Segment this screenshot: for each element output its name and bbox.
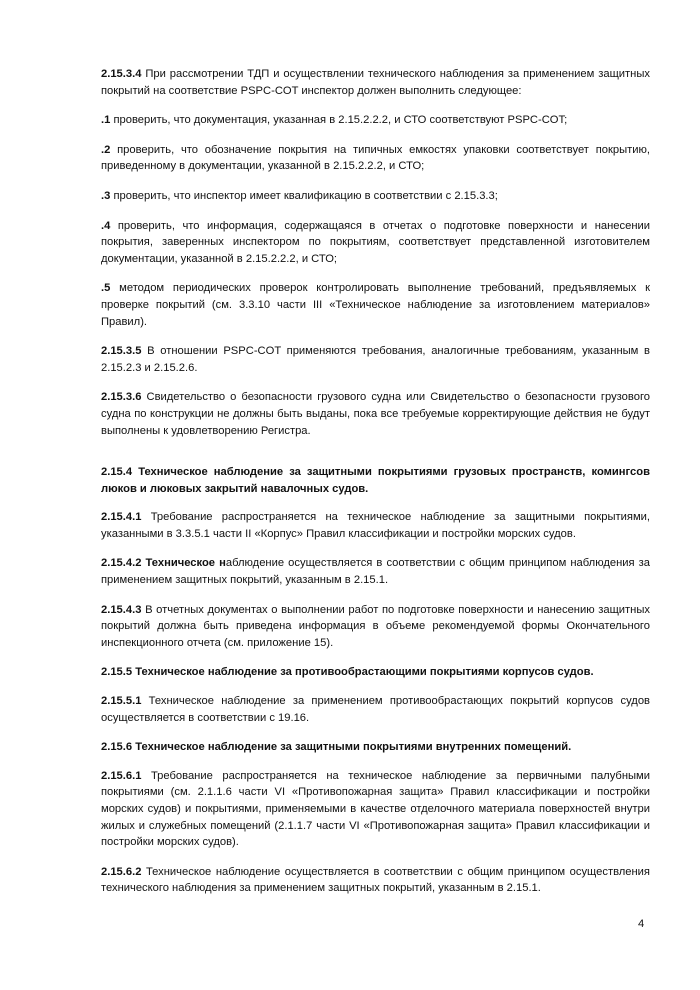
clause-text: аблюдение осуществляется в соответствии с общим принципом наблюдения за применением защитных покрытий, указанным в 2.15.1. [101, 557, 651, 587]
clause-number: 2.15.4.1 [101, 511, 142, 524]
item-number: .2 [101, 143, 111, 156]
clause-number: 2.15.4.3 [101, 603, 142, 616]
item-text: методом периодических проверок контролировать выполнение требований, предъявляемых к проверке покрытий (см. 3.3.10 части III «Техническое наблюдение за изготовлением материалов» Правил). [101, 282, 650, 328]
clause-number: 2.15.3.5 [101, 345, 142, 358]
list-item-4 [101, 218, 650, 268]
clause-number: 2.15.6.1 [101, 769, 142, 782]
paragraph-2-15-4-1 [101, 509, 650, 542]
clause-text: При рассмотрении ТДП и осуществлении технического наблюдения за применением защитных покрытий на соответствие PSPC-COT инспектор должен выполнить следующее: [101, 68, 650, 97]
clause-text: Свидетельство о безопасности грузового судна или Свидетельство о безопасности грузового судна по конструкции не должны быть выданы, пока все требуемые корректирующие действия не будут выполнены к удовлетворению Регистра. [101, 391, 650, 437]
list-item-3 [101, 188, 650, 205]
paragraph-2-15-4-3 [101, 602, 650, 652]
list-item-5 [101, 280, 650, 330]
paragraph-2-15-4-2 [101, 555, 650, 588]
section-heading-2-15-5: 2.15.5 Техническое наблюдение за противообрастающими покрытиями корпусов судов. [101, 666, 594, 679]
clause-text: Требование распространяется на техническое наблюдение за защитными покрытиями, указанными в 3.3.5.1 части II «Корпус» Правил классификации и постройки морских судов. [101, 511, 650, 540]
document-body [101, 66, 650, 910]
clause-number: 2.15.3.6 [101, 391, 142, 404]
spacer [101, 452, 650, 464]
section-heading-2-15-6: 2.15.6 Техническое наблюдение за защитными покрытиями внутренних помещений. [101, 741, 572, 754]
clause-number: 2.15.4.2 Техническое н [101, 557, 226, 570]
clause-text: Техническое наблюдение осуществляется в соответствии с общим принципом осуществления технического наблюдения за применением защитных покрытий, указанным в 2.15.1. [101, 865, 650, 895]
paragraph-2-15-5-1 [101, 693, 650, 726]
item-text: проверить, что документация, указанная в 2.15.2.2.2, и СТО соответствуют PSPC-COT; [110, 114, 568, 127]
item-text: проверить, что информация, содержащаяся в отчетах о подготовке поверхности и нанесении покрытия, заверенных инспектором по покрытиям, соответствует представленной изготовителем документации, указанной в 2.15.2.2.2, и СТО; [101, 219, 650, 265]
clause-number: 2.15.3.4 [101, 68, 142, 80]
item-number: .3 [101, 189, 111, 202]
item-number: .1 [101, 114, 111, 127]
clause-text: В отчетных документах о выполнении работ по подготовке поверхности и нанесению защитных покрытий должна быть приведена информация в объеме рекомендуемой формы Окончательного инспекционного отчета (см. приложение 15). [101, 603, 650, 649]
item-text: проверить, что инспектор имеет квалификацию в соответствии с 2.15.3.3; [110, 189, 498, 202]
item-number: .4 [101, 219, 111, 232]
paragraph-2-15-3-4 [101, 66, 650, 99]
clause-number: 2.15.5.1 [101, 695, 142, 708]
item-number: .5 [101, 282, 111, 295]
list-item-2 [101, 142, 650, 175]
clause-text: Требование распространяется на техническое наблюдение за первичными палубными покрытиями (см. 2.1.1.6 части VI «Противопожарная защита» Правил классификации и постройки морских судов) и покрытиями, применяемыми в качестве отделочного материала поверхностей внутри жилых и служебных помещений (2.1.1.7 части VI «Противопожарная защита» Правил классификации и постройки морских судов). [101, 769, 650, 849]
item-text: проверить, что обозначение покрытия на типичных емкостях упаковки соответствует покрытию, приведенному в документации, указанной в 2.15.2.2.2, и СТО; [101, 143, 650, 173]
paragraph-2-15-6-1 [101, 768, 650, 851]
paragraph-2-15-6-2 [101, 864, 650, 897]
paragraph-2-15-3-5 [101, 343, 650, 376]
paragraph-2-15-3-6 [101, 389, 650, 439]
clause-text: В отношении PSPC-COT применяются требования, аналогичные требованиям, указанным в 2.15.2.3 и 2.15.2.6. [101, 345, 650, 374]
section-heading-2-15-4: 2.15.4 Техническое наблюдение за защитными покрытиями грузовых пространств, комингсов люков и люковых закрытий навалочных судов. [101, 466, 650, 495]
page-number: 4 [638, 918, 645, 930]
list-item-1 [101, 112, 650, 129]
clause-number: 2.15.6.2 [101, 865, 142, 878]
clause-text: Техническое наблюдение за применением противообрастающих покрытий корпусов судов осуществляется в соответствии с 19.16. [101, 695, 650, 724]
